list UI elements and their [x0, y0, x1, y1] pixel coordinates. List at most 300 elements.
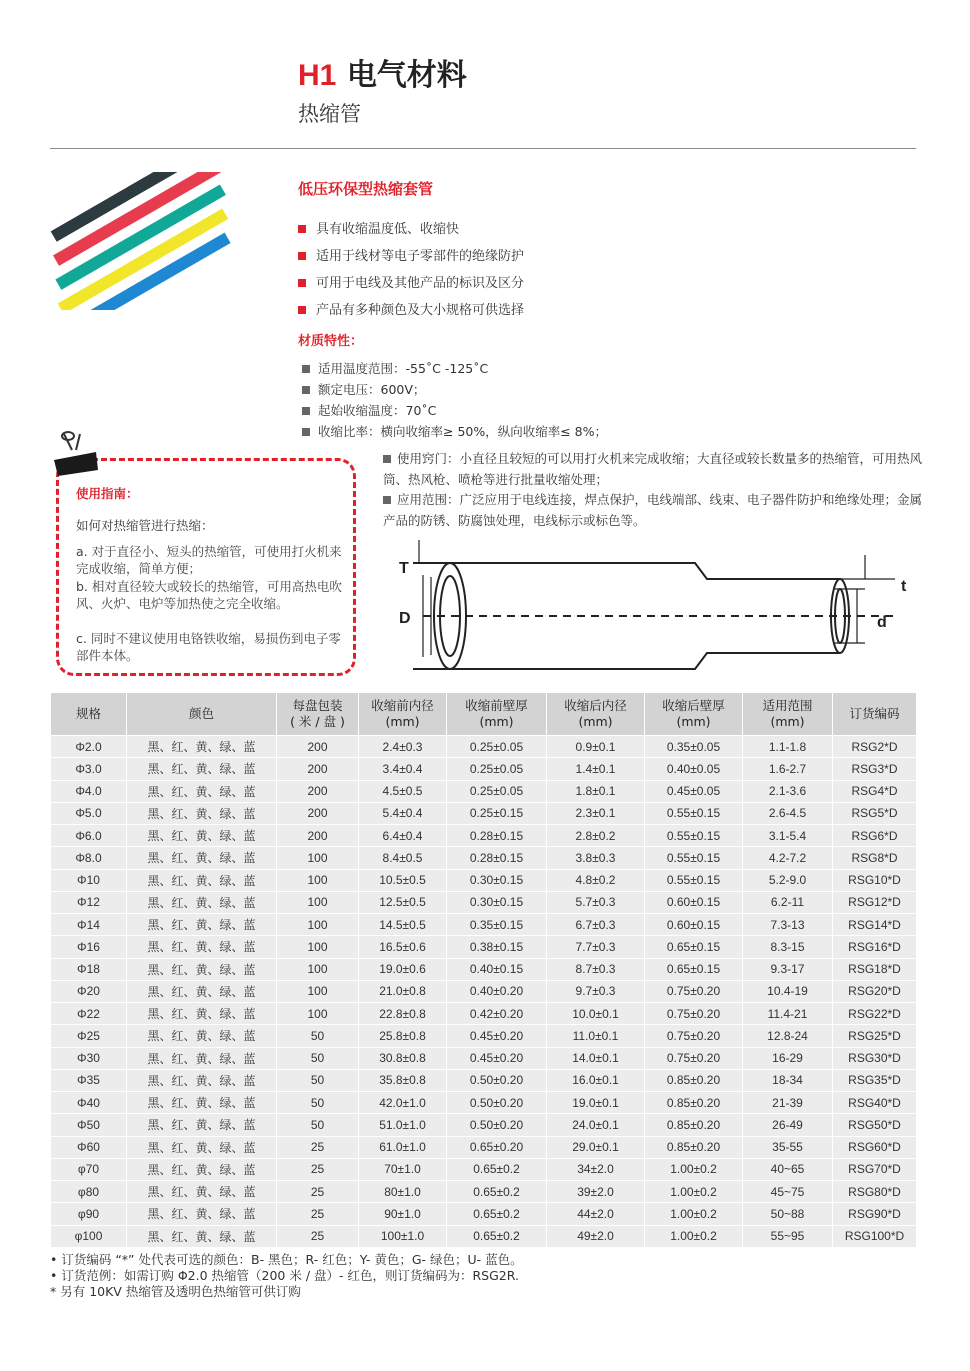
table-cell: 39±2.0	[547, 1181, 645, 1203]
table-row	[51, 1181, 917, 1203]
table-cell: 0.55±0.15	[645, 869, 743, 891]
table-cell: Φ22	[51, 1003, 127, 1025]
table-cell: 黑、红、黄、绿、蓝	[127, 758, 277, 780]
guide-item: c. 同时不建议使用电铬铁收缩，易损伤到电子零部件本体。	[76, 631, 341, 663]
table-cell: 1.00±0.2	[645, 1181, 743, 1203]
table-cell: 100	[277, 1003, 359, 1025]
table-cell: 3.1-5.4	[743, 825, 833, 847]
table-cell: 0.85±0.20	[645, 1136, 743, 1158]
label-T: T	[399, 560, 409, 577]
table-cell: 0.40±0.15	[447, 958, 547, 980]
label-t: t	[901, 578, 907, 595]
table-cell: 25	[277, 1158, 359, 1180]
feature-item: 可用于电线及其他产品的标识及区分	[298, 272, 524, 291]
category-title: 电气材料	[346, 58, 467, 93]
table-row	[51, 802, 917, 824]
table-cell: Φ35	[51, 1069, 127, 1091]
table-cell: 200	[277, 802, 359, 824]
table-row	[51, 1047, 917, 1069]
bullet-square-icon	[298, 225, 306, 233]
table-row	[51, 914, 917, 936]
table-cell: 黑、红、黄、绿、蓝	[127, 847, 277, 869]
table-cell: 0.25±0.05	[447, 780, 547, 802]
table-cell: 0.50±0.20	[447, 1069, 547, 1091]
table-cell: Φ2.0	[51, 736, 127, 758]
table-cell: φ90	[51, 1203, 127, 1225]
table-cell: 0.75±0.20	[645, 1047, 743, 1069]
table-cell: Φ25	[51, 1025, 127, 1047]
table-cell: 10.0±0.1	[547, 1003, 645, 1025]
column-header-line: 收缩前内径	[371, 698, 434, 713]
bullet-square-icon	[298, 306, 306, 314]
feature-item: 具有收缩温度低、收缩快	[298, 218, 459, 237]
column-header	[127, 693, 277, 736]
page-subtitle: 热缩管	[298, 102, 361, 126]
table-cell: 100	[277, 980, 359, 1002]
table-cell: 9.7±0.3	[547, 980, 645, 1002]
table-cell: 14.0±0.1	[547, 1047, 645, 1069]
table-row	[51, 1203, 917, 1225]
table-cell: φ70	[51, 1158, 127, 1180]
table-cell: 0.28±0.15	[447, 847, 547, 869]
column-header	[277, 693, 359, 736]
table-cell: 黑、红、黄、绿、蓝	[127, 869, 277, 891]
table-cell: RSG90*D	[833, 1203, 917, 1225]
table-cell: 5.7±0.3	[547, 891, 645, 913]
table-row	[51, 1003, 917, 1025]
table-cell: 2.8±0.2	[547, 825, 645, 847]
table-cell: 0.65±0.20	[447, 1136, 547, 1158]
binder-clip-icon	[50, 430, 102, 480]
table-cell: 16-29	[743, 1047, 833, 1069]
table-cell: RSG5*D	[833, 802, 917, 824]
bullet-square-icon	[383, 496, 391, 504]
table-cell: 10.4-19	[743, 980, 833, 1002]
bullet-square-icon	[298, 252, 306, 260]
table-cell: 1.4±0.1	[547, 758, 645, 780]
table-row	[51, 1092, 917, 1114]
table-cell: RSG22*D	[833, 1003, 917, 1025]
table-cell: 黑、红、黄、绿、蓝	[127, 1025, 277, 1047]
table-body	[51, 736, 917, 1248]
table-cell: RSG16*D	[833, 936, 917, 958]
property-item: 收缩比率：横向收缩率≥ 50%，纵向收缩率≤ 8%；	[302, 422, 607, 440]
table-cell: 8.7±0.3	[547, 958, 645, 980]
guide-question: 如何对热缩管进行热缩：	[76, 518, 214, 533]
table-cell: 45~75	[743, 1181, 833, 1203]
property-item: 起始收缩温度：70˚C	[302, 401, 436, 419]
table-cell: Φ4.0	[51, 780, 127, 802]
table-cell: 35-55	[743, 1136, 833, 1158]
table-row	[51, 758, 917, 780]
table-cell: 21-39	[743, 1092, 833, 1114]
table-cell: Φ14	[51, 914, 127, 936]
table-cell: 7.7±0.3	[547, 936, 645, 958]
bullet-square-icon	[302, 386, 310, 394]
column-header	[547, 693, 645, 736]
table-cell: 0.75±0.20	[645, 1025, 743, 1047]
table-cell: 0.75±0.20	[645, 1003, 743, 1025]
page-title	[298, 50, 467, 94]
column-header	[645, 693, 743, 736]
column-header-line: 收缩后内径	[564, 698, 627, 713]
table-cell: RSG6*D	[833, 825, 917, 847]
table-cell: 3.8±0.3	[547, 847, 645, 869]
table-cell: Φ6.0	[51, 825, 127, 847]
column-header-line: 每盘包装	[292, 698, 343, 713]
table-cell: 黑、红、黄、绿、蓝	[127, 825, 277, 847]
table-cell: 0.45±0.05	[645, 780, 743, 802]
table-cell: 0.65±0.2	[447, 1181, 547, 1203]
note-order-example: • 订货范例：如需订购 Φ2.0 热缩管（200 米 / 盘）- 红色，则订货编码为：RSG2R.	[50, 1268, 519, 1283]
table-cell: 黑、红、黄、绿、蓝	[127, 1069, 277, 1091]
table-cell: 9.3-17	[743, 958, 833, 980]
tube-green	[55, 184, 226, 289]
table-cell: 0.40±0.20	[447, 980, 547, 1002]
table-cell: 4.8±0.2	[547, 869, 645, 891]
table-cell: 黑、红、黄、绿、蓝	[127, 1003, 277, 1025]
table-row	[51, 980, 917, 1002]
table-cell: 黑、红、黄、绿、蓝	[127, 980, 277, 1002]
table-cell: 2.3±0.1	[547, 802, 645, 824]
table-cell: RSG10*D	[833, 869, 917, 891]
header-divider	[50, 148, 916, 149]
table-row	[51, 1025, 917, 1047]
table-cell: RSG35*D	[833, 1069, 917, 1091]
table-cell: 8.3-15	[743, 936, 833, 958]
tube-dimension-diagram	[395, 535, 915, 685]
table-row	[51, 869, 917, 891]
table-cell: 50~88	[743, 1203, 833, 1225]
column-header-line: 颜色	[188, 706, 214, 721]
label-D: D	[399, 610, 411, 627]
table-cell: 100	[277, 891, 359, 913]
column-header-line: 订货编码	[849, 706, 900, 721]
table-cell: 0.65±0.2	[447, 1158, 547, 1180]
table-cell: 50	[277, 1092, 359, 1114]
table-cell: 0.65±0.15	[645, 936, 743, 958]
table-cell: 黑、红、黄、绿、蓝	[127, 1092, 277, 1114]
property-item: 额定电压：600V；	[302, 380, 425, 398]
table-cell: Φ16	[51, 936, 127, 958]
table-cell: 100	[277, 914, 359, 936]
table-cell: 0.55±0.15	[645, 847, 743, 869]
table-cell: 61.0±1.0	[359, 1136, 447, 1158]
bullet-square-icon	[298, 279, 306, 287]
table-cell: 100	[277, 958, 359, 980]
table-cell: RSG60*D	[833, 1136, 917, 1158]
table-cell: 0.30±0.15	[447, 869, 547, 891]
table-cell: 11.4-21	[743, 1003, 833, 1025]
table-cell: 8.4±0.5	[359, 847, 447, 869]
section-code: H1	[298, 59, 337, 92]
application-scope: 应用范围：广泛应用于电线连接，焊点保护，电线端部、线束、电子器件防护和绝缘处理；金属产品的防锈、防腐蚀处理，电线标示或标色等。	[383, 492, 923, 528]
table-cell: φ100	[51, 1225, 127, 1247]
table-row	[51, 736, 917, 758]
bullet-square-icon	[302, 428, 310, 436]
table-cell: Φ20	[51, 980, 127, 1002]
table-cell: 100	[277, 869, 359, 891]
table-cell: 0.45±0.20	[447, 1025, 547, 1047]
table-cell: 0.40±0.05	[645, 758, 743, 780]
table-cell: 90±1.0	[359, 1203, 447, 1225]
table-cell: 0.65±0.15	[645, 958, 743, 980]
heat-shrink-tubes-image	[48, 172, 240, 310]
column-header-line: 收缩前壁厚	[465, 698, 528, 713]
table-cell: φ80	[51, 1181, 127, 1203]
table-cell: 200	[277, 736, 359, 758]
table-cell: 24.0±0.1	[547, 1114, 645, 1136]
table-cell: 1.8±0.1	[547, 780, 645, 802]
table-cell: RSG14*D	[833, 914, 917, 936]
table-cell: 0.85±0.20	[645, 1069, 743, 1091]
table-header-row	[51, 693, 917, 736]
table-cell: 80±1.0	[359, 1181, 447, 1203]
column-header-line: (mm)	[385, 714, 420, 729]
column-header	[833, 693, 917, 736]
table-cell: 22.8±0.8	[359, 1003, 447, 1025]
table-cell: 35.8±0.8	[359, 1069, 447, 1091]
table-cell: 44±2.0	[547, 1203, 645, 1225]
label-d: d	[877, 614, 887, 631]
table-row	[51, 825, 917, 847]
table-cell: 50	[277, 1069, 359, 1091]
table-cell: 0.85±0.20	[645, 1114, 743, 1136]
table-cell: 0.38±0.15	[447, 936, 547, 958]
table-cell: 0.25±0.05	[447, 758, 547, 780]
feature-item: 产品有多种颜色及大小规格可供选择	[298, 299, 524, 318]
table-cell: 0.50±0.20	[447, 1114, 547, 1136]
table-cell: 黑、红、黄、绿、蓝	[127, 958, 277, 980]
table-cell: 16.0±0.1	[547, 1069, 645, 1091]
column-header-line: (mm)	[578, 714, 613, 729]
table-cell: Φ3.0	[51, 758, 127, 780]
table-cell: 5.4±0.4	[359, 802, 447, 824]
table-cell: 0.25±0.15	[447, 802, 547, 824]
table-cell: 1.00±0.2	[645, 1225, 743, 1247]
table-cell: Φ40	[51, 1092, 127, 1114]
table-cell: Φ30	[51, 1047, 127, 1069]
table-cell: 黑、红、黄、绿、蓝	[127, 936, 277, 958]
bullet-square-icon	[302, 407, 310, 415]
table-cell: 0.45±0.20	[447, 1047, 547, 1069]
note-color-code: • 订货编码 “*” 处代表可选的颜色：B- 黑色；R- 红色；Y- 黄色；G- 绿色；U- 蓝色。	[50, 1252, 523, 1267]
table-cell: RSG50*D	[833, 1114, 917, 1136]
table-cell: RSG70*D	[833, 1158, 917, 1180]
table-cell: 0.35±0.15	[447, 914, 547, 936]
table-cell: 黑、红、黄、绿、蓝	[127, 1158, 277, 1180]
table-cell: 51.0±1.0	[359, 1114, 447, 1136]
note-extra-products: * 另有 10KV 热缩管及透明色热缩管可供订购	[50, 1284, 301, 1299]
column-header	[359, 693, 447, 736]
table-cell: 黑、红、黄、绿、蓝	[127, 780, 277, 802]
table-cell: 1.00±0.2	[645, 1158, 743, 1180]
table-cell: 3.4±0.4	[359, 758, 447, 780]
table-cell: RSG30*D	[833, 1047, 917, 1069]
table-cell: 黑、红、黄、绿、蓝	[127, 1181, 277, 1203]
property-item: 适用温度范围：-55˚C -125˚C	[302, 359, 488, 377]
table-cell: 34±2.0	[547, 1158, 645, 1180]
table-cell: 1.1-1.8	[743, 736, 833, 758]
table-cell: RSG20*D	[833, 980, 917, 1002]
product-title: 低压环保型热缩套管	[298, 180, 434, 198]
table-cell: 黑、红、黄、绿、蓝	[127, 1203, 277, 1225]
table-cell: Φ10	[51, 869, 127, 891]
table-cell: RSG2*D	[833, 736, 917, 758]
table-row	[51, 891, 917, 913]
table-cell: 6.7±0.3	[547, 914, 645, 936]
table-cell: 40~65	[743, 1158, 833, 1180]
table-row	[51, 936, 917, 958]
column-header-line: (mm)	[676, 714, 711, 729]
table-cell: 25	[277, 1136, 359, 1158]
table-row	[51, 1069, 917, 1091]
table-row	[51, 1136, 917, 1158]
table-cell: 黑、红、黄、绿、蓝	[127, 1225, 277, 1247]
usage-tip: 使用窍门：小直径且较短的可以用打火机来完成收缩；大直径或较长数量多的热缩管，可用热风筒、热风枪、喷枪等进行批量收缩处理；	[383, 451, 923, 487]
table-cell: Φ8.0	[51, 847, 127, 869]
table-cell: 19.0±0.6	[359, 958, 447, 980]
table-cell: 14.5±0.5	[359, 914, 447, 936]
table-cell: 黑、红、黄、绿、蓝	[127, 736, 277, 758]
table-cell: 0.25±0.05	[447, 736, 547, 758]
table-cell: 200	[277, 825, 359, 847]
guide-title: 使用指南：	[76, 486, 139, 501]
table-cell: 黑、红、黄、绿、蓝	[127, 802, 277, 824]
table-cell: 2.6-4.5	[743, 802, 833, 824]
column-header	[447, 693, 547, 736]
table-cell: 0.65±0.2	[447, 1203, 547, 1225]
table-cell: RSG18*D	[833, 958, 917, 980]
column-header-line: 收缩后壁厚	[662, 698, 725, 713]
table-cell: 100	[277, 936, 359, 958]
table-cell: 55~95	[743, 1225, 833, 1247]
table-cell: 19.0±0.1	[547, 1092, 645, 1114]
table-cell: 30.8±0.8	[359, 1047, 447, 1069]
table-cell: RSG12*D	[833, 891, 917, 913]
table-row	[51, 1225, 917, 1247]
table-cell: 25	[277, 1225, 359, 1247]
table-row	[51, 958, 917, 980]
table-cell: 12.5±0.5	[359, 891, 447, 913]
table-cell: 0.28±0.15	[447, 825, 547, 847]
column-header-line: 适用范围	[762, 698, 813, 713]
table-row	[51, 1114, 917, 1136]
table-cell: 0.65±0.2	[447, 1225, 547, 1247]
table-cell: RSG8*D	[833, 847, 917, 869]
table-cell: Φ12	[51, 891, 127, 913]
table-cell: 0.60±0.15	[645, 914, 743, 936]
table-cell: 0.50±0.20	[447, 1092, 547, 1114]
bullet-square-icon	[383, 455, 391, 463]
table-cell: 0.9±0.1	[547, 736, 645, 758]
table-cell: 50	[277, 1025, 359, 1047]
column-header	[743, 693, 833, 736]
table-cell: 1.6-2.7	[743, 758, 833, 780]
column-header-line: (mm)	[770, 714, 805, 729]
table-cell: 100	[277, 847, 359, 869]
guide-item: b. 相对直径较大或较长的热缩管，可用高热电吹风、火炉、电炉等加热使之完全收缩。	[76, 579, 342, 611]
guide-item: a. 对于直径小、短头的热缩管，可使用打火机来完成收缩，简单方便；	[76, 544, 342, 576]
table-cell: RSG3*D	[833, 758, 917, 780]
table-cell: 0.75±0.20	[645, 980, 743, 1002]
table-cell: RSG4*D	[833, 780, 917, 802]
table-cell: 200	[277, 780, 359, 802]
table-cell: Φ60	[51, 1136, 127, 1158]
table-cell: 1.00±0.2	[645, 1203, 743, 1225]
table-cell: 49±2.0	[547, 1225, 645, 1247]
table-cell: 50	[277, 1047, 359, 1069]
table-cell: 0.55±0.15	[645, 825, 743, 847]
table-cell: Φ50	[51, 1114, 127, 1136]
table-cell: 0.35±0.05	[645, 736, 743, 758]
table-cell: RSG40*D	[833, 1092, 917, 1114]
table-row	[51, 1158, 917, 1180]
table-cell: RSG25*D	[833, 1025, 917, 1047]
bullet-square-icon	[302, 365, 310, 373]
material-title: 材质特性：	[298, 334, 364, 349]
table-cell: 黑、红、黄、绿、蓝	[127, 1047, 277, 1069]
table-cell: 6.4±0.4	[359, 825, 447, 847]
table-cell: RSG80*D	[833, 1181, 917, 1203]
table-cell: 黑、红、黄、绿、蓝	[127, 914, 277, 936]
table-cell: 2.1-3.6	[743, 780, 833, 802]
table-cell: 21.0±0.8	[359, 980, 447, 1002]
table-cell: 100±1.0	[359, 1225, 447, 1247]
feature-item: 适用于线材等电子零部件的绝缘防护	[298, 245, 524, 264]
column-header	[51, 693, 127, 736]
table-cell: 黑、红、黄、绿、蓝	[127, 1136, 277, 1158]
table-cell: 黑、红、黄、绿、蓝	[127, 1114, 277, 1136]
table-cell: 4.5±0.5	[359, 780, 447, 802]
table-cell: 18-34	[743, 1069, 833, 1091]
table-cell: 200	[277, 758, 359, 780]
column-header-line: ( 米 / 盘 )	[290, 714, 345, 729]
column-header-line: (mm)	[479, 714, 514, 729]
table-cell: 25	[277, 1181, 359, 1203]
table-cell: 0.42±0.20	[447, 1003, 547, 1025]
table-cell: Φ18	[51, 958, 127, 980]
table-cell: 25.8±0.8	[359, 1025, 447, 1047]
table-cell: 0.55±0.15	[645, 802, 743, 824]
table-cell: 6.2-11	[743, 891, 833, 913]
table-cell: 10.5±0.5	[359, 869, 447, 891]
table-cell: 25	[277, 1203, 359, 1225]
table-cell: 黑、红、黄、绿、蓝	[127, 891, 277, 913]
table-cell: 29.0±0.1	[547, 1136, 645, 1158]
table-cell: RSG100*D	[833, 1225, 917, 1247]
table-cell: 2.4±0.3	[359, 736, 447, 758]
column-header-line: 规格	[75, 706, 101, 721]
table-cell: 7.3-13	[743, 914, 833, 936]
table-cell: 12.8-24	[743, 1025, 833, 1047]
table-cell: 26-49	[743, 1114, 833, 1136]
table-cell: 50	[277, 1114, 359, 1136]
table-cell: 42.0±1.0	[359, 1092, 447, 1114]
table-cell: 0.60±0.15	[645, 891, 743, 913]
spec-table	[50, 692, 917, 1248]
table-cell: 11.0±0.1	[547, 1025, 645, 1047]
table-cell: 0.85±0.20	[645, 1092, 743, 1114]
table-cell: 5.2-9.0	[743, 869, 833, 891]
table-cell: 16.5±0.6	[359, 936, 447, 958]
table-cell: 70±1.0	[359, 1158, 447, 1180]
table-cell: 4.2-7.2	[743, 847, 833, 869]
table-row	[51, 847, 917, 869]
table-cell: 0.30±0.15	[447, 891, 547, 913]
table-cell: Φ5.0	[51, 802, 127, 824]
table-row	[51, 780, 917, 802]
